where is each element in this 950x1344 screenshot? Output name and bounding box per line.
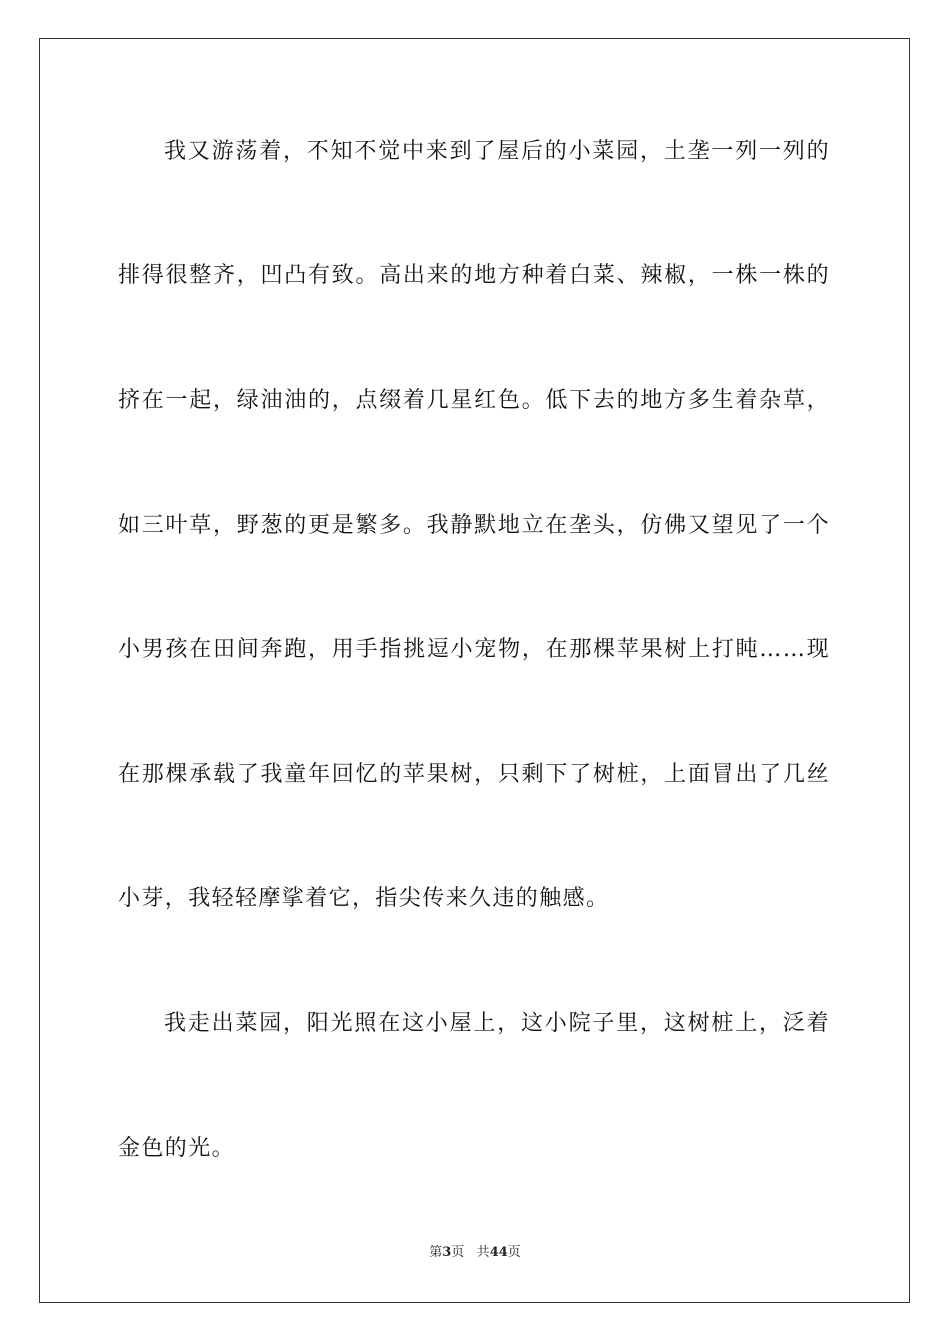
- paragraph-1-line-4: 如三叶草，野葱的更是繁多。我静默地立在垄头，仿佛又望见了一个: [118, 513, 830, 538]
- paragraph-1-line-3: 挤在一起，绿油油的，点缀着几星红色。低下去的地方多生着杂草，: [118, 388, 830, 413]
- current-page-number: 3: [442, 1245, 452, 1260]
- page-border: [39, 38, 910, 1303]
- page-footer: [0, 1245, 950, 1261]
- paragraph-1-line-6: 在那棵承载了我童年回忆的苹果树，只剩下了树桩，上面冒出了几丝: [118, 762, 830, 787]
- paragraph-1-line-1: 我又游荡着，不知不觉中来到了屋后的小菜园，土垄一列一列的: [164, 139, 830, 164]
- footer-total-prefix: 共: [476, 1245, 490, 1260]
- footer-total-suffix: 页: [507, 1245, 521, 1260]
- paragraph-1-line-2: 排得很整齐，凹凸有致。高出来的地方种着白菜、辣椒，一株一株的: [118, 263, 830, 288]
- total-page-count: 44: [489, 1245, 508, 1260]
- paragraph-1-line-5: 小男孩在田间奔跑，用手指挑逗小宠物，在那棵苹果树上打盹……现: [118, 637, 830, 662]
- paragraph-1-line-7: 小芽，我轻轻摩挲着它，指尖传来久违的触感。: [118, 886, 610, 911]
- paragraph-2-line-1: 我走出菜园，阳光照在这小屋上，这小院子里，这树桩上，泛着: [164, 1011, 830, 1036]
- footer-page-suffix: 页: [451, 1245, 465, 1260]
- paragraph-2-line-2: 金色的光。: [118, 1136, 236, 1161]
- footer-prefix: 第: [429, 1245, 443, 1260]
